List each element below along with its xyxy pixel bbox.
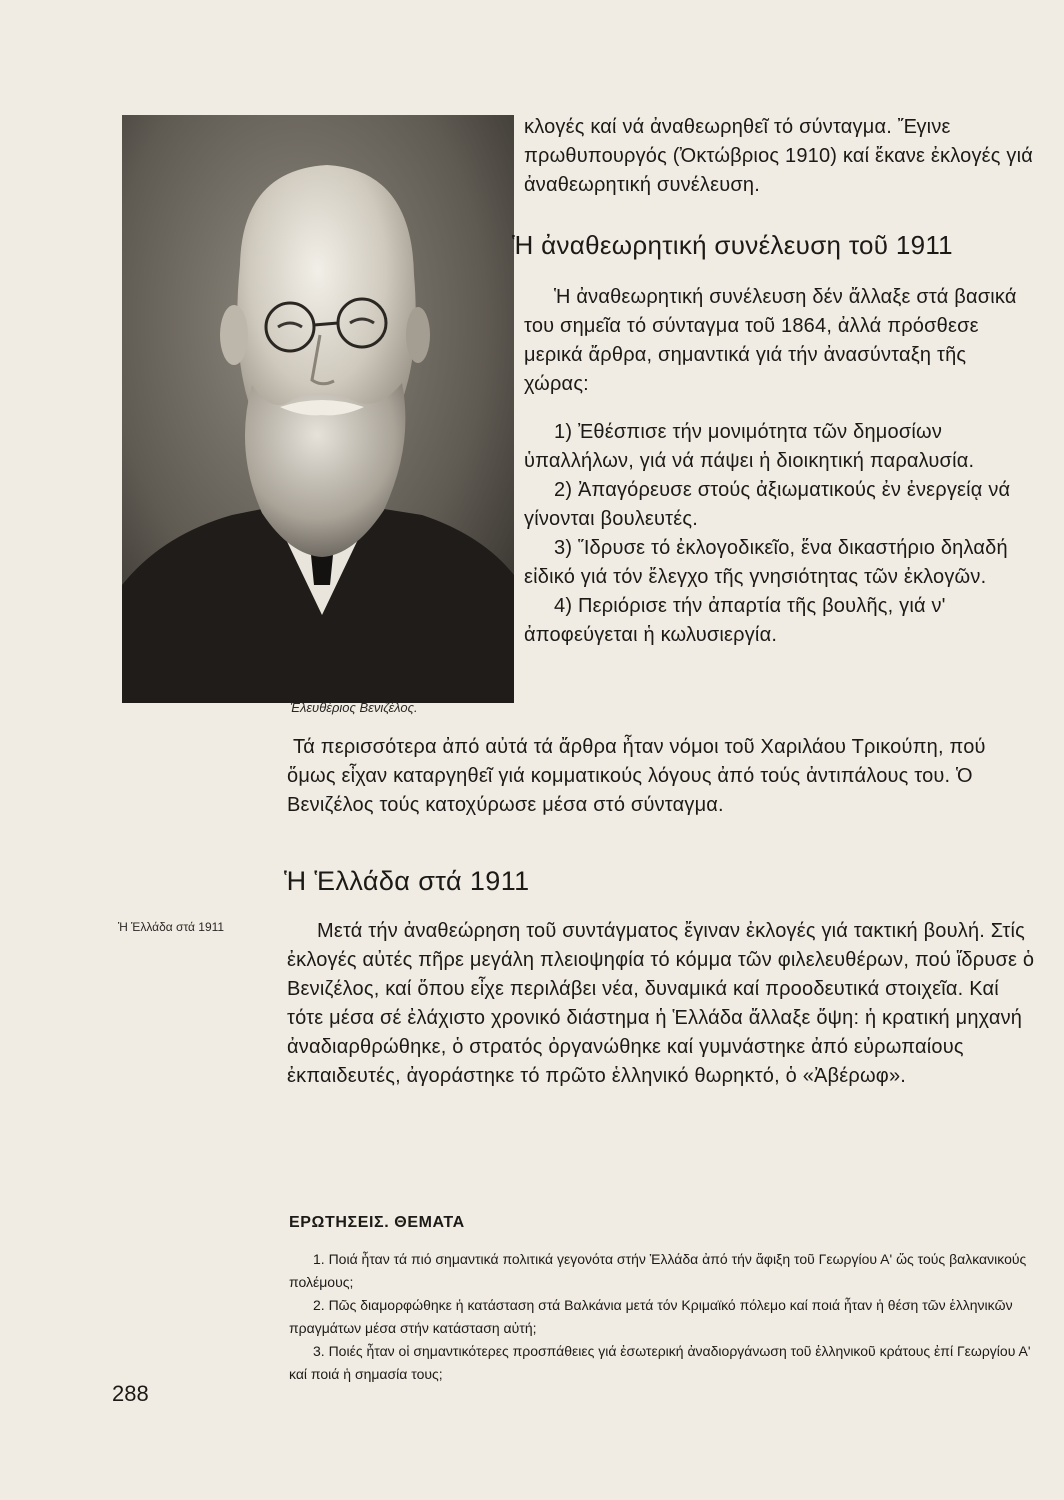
section-heading-assembly: Ἡ ἀναθεωρητική συνέλευση τοῦ 1911 [512, 230, 953, 260]
question-item: 2. Πῶς διαμορφώθηκε ἡ κατάσταση στά Βαλκάνια μετά τόν Κριμαϊκό πόλεμο καί ποιά ἦταν ἡ θέση τῶν ἑλληνικῶν πραγμάτων μέσα στήν κατάσταση αὐτή; [289, 1297, 1013, 1336]
assembly-paragraph [524, 283, 1036, 399]
intro-text: κλογές καί νά ἀναθεωρηθεῖ τό σύνταγμα. Ἔγινε πρωθυπουργός (Ὀκτώβριος 1910) καί ἔκανε ἐκλογές γιά ἀναθεωρητική συνέλευση. [524, 116, 1033, 196]
section-heading-greece: Ἡ Ἑλλάδα στά 1911 [284, 866, 530, 896]
reform-item: 2) Ἀπαγόρευσε στούς ἀξιωματικούς ἐν ἐνεργείᾳ νά γίνονται βουλευτές. [524, 479, 1011, 530]
assembly-text: Ἡ ἀναθεωρητική συνέλευση δέν ἄλλαξε στά βασικά του σημεῖα τό σύνταγμα τοῦ 1864, ἀλλά πρόσθεσε μερικά ἄρθρα, σημαντικά γιά τήν ἀνασύνταξη τῆς χώρας: [524, 286, 1017, 395]
portrait-photo [122, 115, 514, 703]
portrait-illustration [122, 115, 514, 703]
question-item: 3. Ποιές ἦταν οἱ σημαντικότερες προσπάθειες γιά ἐσωτερική ἀναδιοργάνωση τοῦ ἑλληνικοῦ κράτους ἐπί Γεωργίου Α' καί ποιά ἡ σημασία τους; [289, 1343, 1031, 1382]
questions-title: ΕΡΩΤΗΣΕΙΣ. ΘΕΜΑΤΑ [289, 1214, 465, 1231]
intro-paragraph [524, 113, 1036, 200]
page-number: 288 [112, 1381, 149, 1406]
reform-item: 1) Ἐθέσπισε τήν μονιμότητα τῶν δημοσίων ὑπαλλήλων, γιά νά πάψει ἡ διοικητική παραλυσία. [524, 421, 975, 472]
reforms-list [524, 418, 1036, 650]
reform-item: 3) Ἵδρυσε τό ἐκλογοδικεῖο, ἕνα δικαστήριο δηλαδή εἰδικό γιά τόν ἔλεγχο τῆς γνησιότητας τῶν ἐκλογῶν. [524, 537, 1008, 588]
greece-paragraph: Μετά τήν ἀναθεώρηση τοῦ συντάγματος ἔγιναν ἐκλογές γιά τακτική βουλή. Στίς ἐκλογές αὐτές πῆρε μεγάλη πλειοψηφία τό κόμμα τῶν φιλελευθέρων, πού ἵδρυσε ὁ Βενιζέλος, καί ὅπου εἶχε περιλάβει νέα, δυναμικά καί προοδευτικά στοιχεῖα. Καί τότε μέσα σέ ἐλάχιστο χρονικό διάστημα ἡ Ἑλλάδα ἄλλαξε ὄψη: ἡ κρατική μηχανή ἀναδιαρθρώθηκε, ὁ στρατός ὀργανώθηκε καί γυμνάστηκε ἀπό εὐρωπαίους ἐκπαιδευτές, ἀγοράστηκε τό πρῶτο ἑλληνικό θωρηκτό, ὁ «Ἀβέρωφ». [287, 920, 1035, 1087]
margin-note: Ἡ Ἑλλάδα στά 1911 [118, 920, 225, 934]
questions-list [289, 1248, 1037, 1386]
reform-item: 4) Περιόρισε τήν ἀπαρτία τῆς βουλῆς, γιά ν' ἀποφεύγεται ἡ κωλυσιεργία. [524, 595, 946, 646]
question-item: 1. Ποιά ἦταν τά πιό σημαντικά πολιτικά γεγονότα στήν Ἑλλάδα ἀπό τήν ἄφιξη τοῦ Γεωργίου Α' ὥς τούς βαλκανικούς πολέμους; [289, 1251, 1027, 1290]
assembly-conclusion: Τά περισσότερα ἀπό αὐτά τά ἄρθρα ἦταν νόμοι τοῦ Χαριλάου Τρικούπη, πού ὅμως εἶχαν καταργηθεῖ γιά κομματικούς λόγους ἀπό τούς ἀντιπάλους του. Ὁ Βενιζέλος τούς κατοχύρωσε μέσα στό σύνταγμα. [287, 736, 986, 816]
portrait-caption: Ἐλευθέριος Βενιζέλος. [290, 700, 418, 715]
